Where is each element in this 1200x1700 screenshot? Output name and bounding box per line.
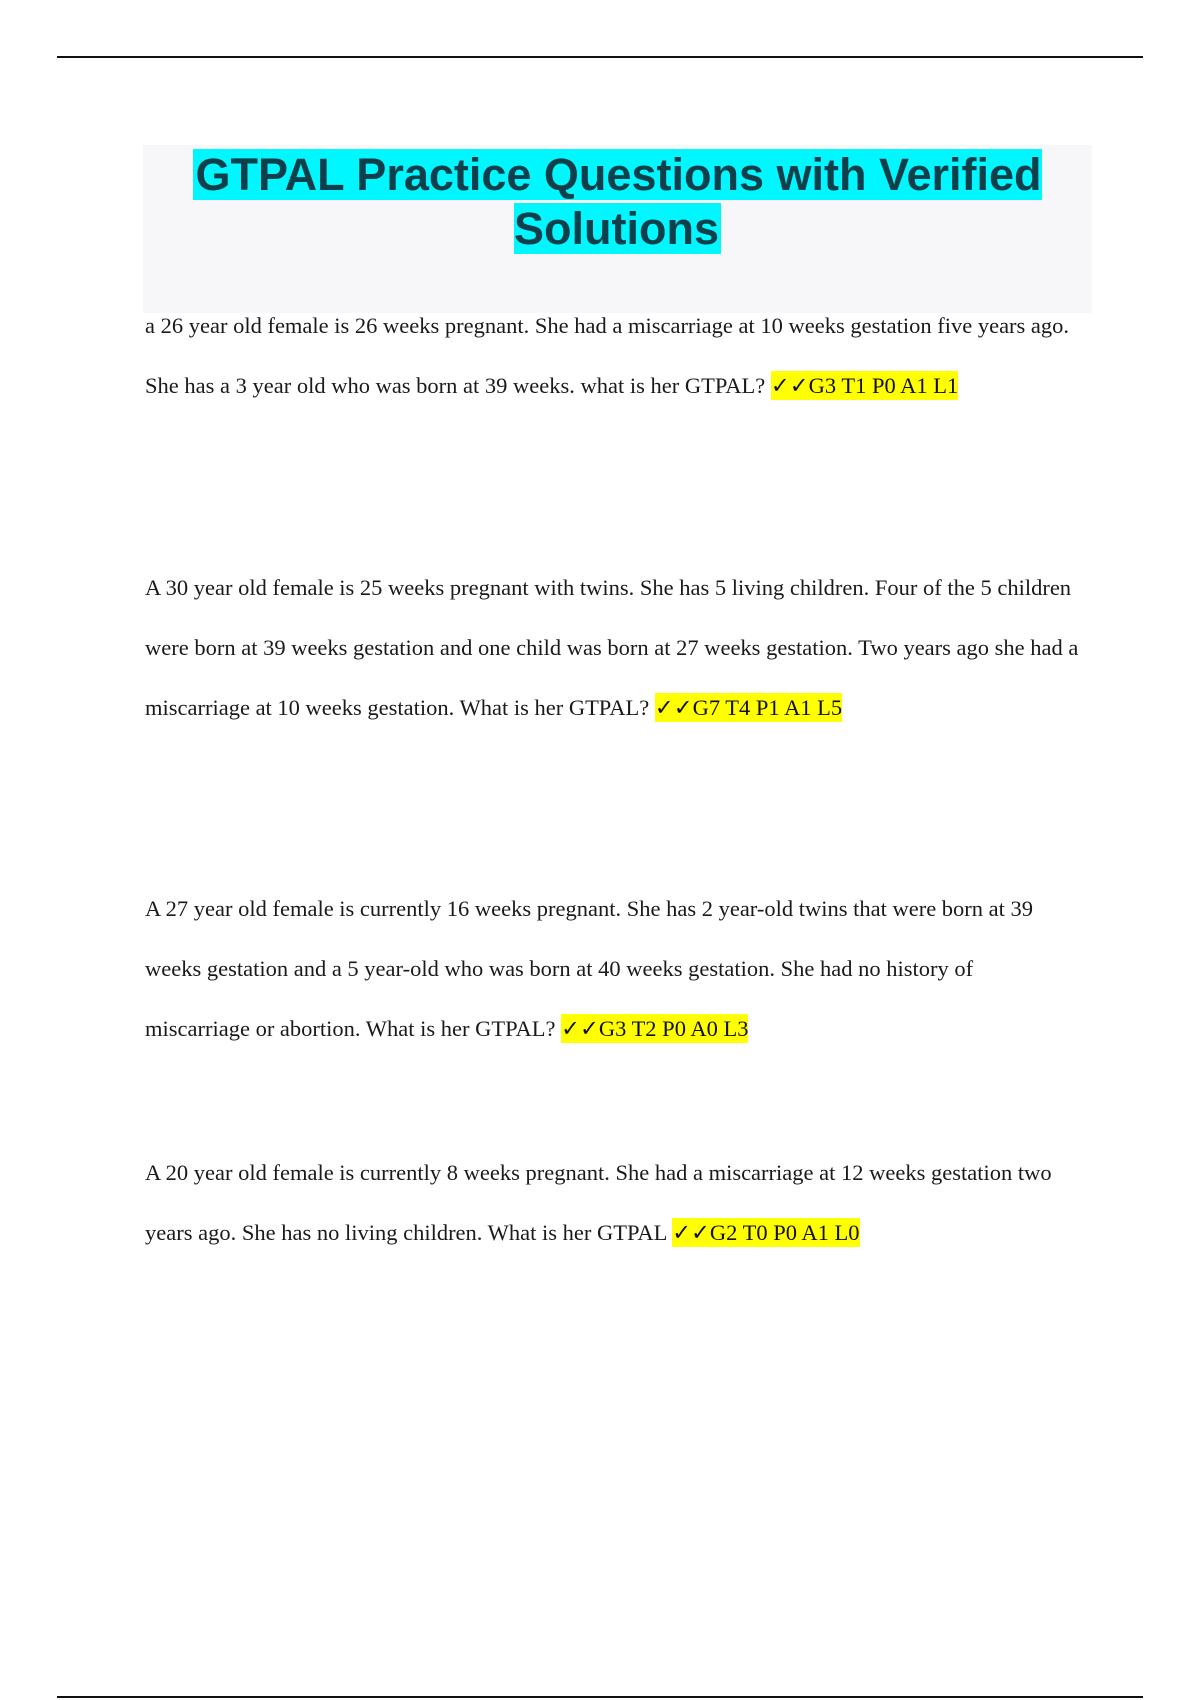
footer-rule bbox=[57, 1696, 1143, 1698]
page-title bbox=[143, 148, 1092, 256]
page-title-text: GTPAL Practice Questions with Verified Solutions bbox=[195, 149, 1042, 254]
question-3 bbox=[145, 879, 1080, 1059]
question-4-answer: ✓✓G2 T0 P0 A1 L0 bbox=[672, 1220, 860, 1245]
question-3-answer: ✓✓G3 T2 P0 A0 L3 bbox=[561, 1016, 749, 1041]
question-4-text: A 20 year old female is currently 8 weeks pregnant. She had a miscarriage at 12 weeks gestation two years ago. She has no living children. What is her GTPAL bbox=[145, 1160, 1052, 1245]
title-block bbox=[143, 145, 1092, 313]
question-1-answer: ✓✓G3 T1 P0 A1 L1 bbox=[770, 373, 959, 398]
header-rule bbox=[57, 56, 1143, 58]
question-3-text: A 27 year old female is currently 16 weeks pregnant. She has 2 year-old twins that were born at 39 weeks gestation and a 5 year-old who was born at 40 weeks gestation. She had no history of miscarriage or abortion. What is her GTPAL? bbox=[145, 896, 1034, 1041]
question-1 bbox=[145, 296, 1080, 416]
question-2 bbox=[145, 558, 1080, 738]
question-2-text: A 30 year old female is 25 weeks pregnant with twins. She has 5 living children. Four of the 5 children were born at 39 weeks gestation and one child was born at 27 weeks gestation. Two years ago she had a miscarriage at 10 weeks gestation. What is her GTPAL? bbox=[145, 575, 1079, 720]
question-4 bbox=[145, 1143, 1080, 1263]
question-1-text: a 26 year old female is 26 weeks pregnant. She had a miscarriage at 10 weeks gestation five years ago. She has a 3 year old who was born at 39 weeks. what is her GTPAL? bbox=[145, 313, 1070, 398]
question-2-answer: ✓✓G7 T4 P1 A1 L5 bbox=[654, 695, 843, 720]
